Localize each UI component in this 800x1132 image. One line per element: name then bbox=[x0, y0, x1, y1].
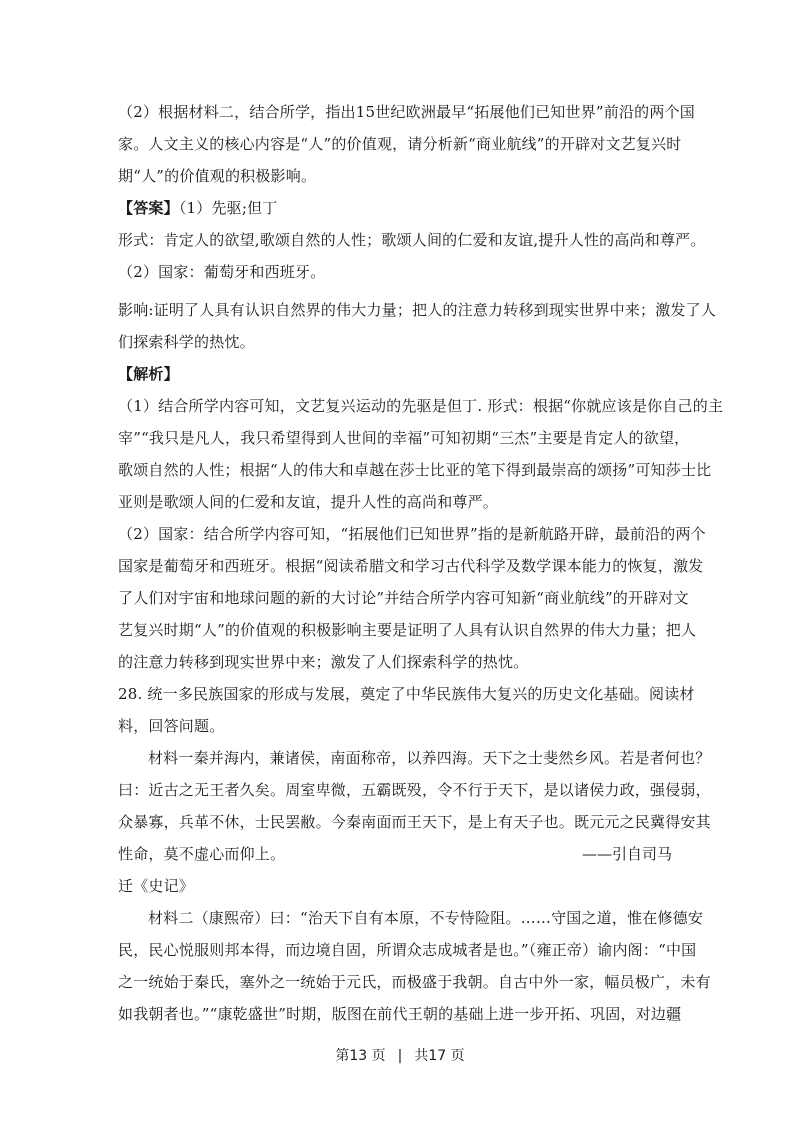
question-28-line-1: 28. 统一多民族国家的形成与发展，奠定了中华民族伟大复兴的历史文化基础。阅读材 bbox=[118, 685, 695, 703]
analysis-label: 【解析】 bbox=[118, 365, 179, 383]
material-2-line-4: 如我朝者也。”“康乾盛世”时期，版图在前代王朝的基础上进一步开拓、巩固，对边疆 bbox=[118, 1005, 682, 1023]
analysis-p1-line-3: 歌颂自然的人性；根据“人的伟大和卓越在莎士比亚的笔下得到最崇高的颂扬”可知莎士比 bbox=[118, 461, 712, 479]
analysis-p2-line-4: 艺复兴时期“人”的价值观的积极影响主要是证明了人具有认识自然界的伟大力量；把人 bbox=[118, 621, 697, 639]
answer-part-1: （1）先驱;但丁 bbox=[178, 199, 278, 217]
analysis-p1-line-4: 亚则是歌颂人间的仁爱和友谊，提升人性的高尚和尊严。 bbox=[118, 493, 499, 511]
analysis-p1-line-1: （1）结合所学内容可知，文艺复兴运动的先驱是但丁. 形式：根据“你就应该是你自己的主 bbox=[118, 397, 724, 415]
material-2-line-2: 民，民心悦服则邦本得，而边境自固，所谓众志成城者是也。”（雍正帝）谕内阁：“中国 bbox=[118, 941, 697, 959]
analysis-p1-line-2: 宰”“我只是凡人，我只希望得到人世间的幸福”可知初期“三杰”主要是肯定人的欲望， bbox=[118, 429, 690, 447]
analysis-p2-line-3: 了人们对宇宙和地球问题的新的大讨论”并结合所学内容可知新“商业航线”的开辟对文 bbox=[118, 589, 689, 607]
material-2-line-1: 材料二（康熙帝）曰：“治天下自有本原，不专恃险阻。……守国之道，惟在修德安 bbox=[148, 909, 704, 927]
material-1-attribution: ——引自司马 bbox=[581, 845, 672, 863]
material-1-line-1: 材料一秦并海内，兼诸侯，南面称帝，以养四海。天下之士斐然乡风。若是者何也？ bbox=[148, 749, 711, 767]
answer-influence-line-1: 影响:证明了人具有认识自然界的伟大力量；把人的注意力转移到现实世界中来；激发了人 bbox=[118, 301, 717, 319]
material-1-line-4: 性命，莫不虚心而仰上。 bbox=[118, 845, 286, 863]
question-2-line-3: 期“人”的价值观的积极影响。 bbox=[118, 167, 317, 185]
material-1-attribution-cont: 迁《史记》 bbox=[118, 877, 195, 895]
analysis-p2-line-2: 国家是葡萄牙和西班牙。根据“阅读希腊文和学习古代科学及数学课本能力的恢复，激发 bbox=[118, 557, 704, 575]
question-2-line-2: 家。人文主义的核心内容是“人”的价值观，请分析新“商业航线”的开辟对文艺复兴时 bbox=[118, 135, 682, 153]
material-2-line-3: 之一统始于秦氏，塞外之一统始于元氏，而极盛于我朝。自古中外一家，幅员极广，未有 bbox=[118, 973, 711, 991]
material-1-line-2: 曰：近古之无王者久矣。周室卑微，五霸既殁，令不行于天下，是以诸侯力政，强侵弱， bbox=[118, 781, 711, 799]
page-footer bbox=[0, 1047, 800, 1065]
answer-line bbox=[118, 198, 278, 218]
analysis-p2-line-5: 的注意力转移到现实世界中来；激发了人们探索科学的热忱。 bbox=[118, 653, 529, 671]
material-1-line-3: 众暴寡，兵革不休，士民罢敝。今秦南面而王天下，是上有天子也。既元元之民冀得安其 bbox=[118, 813, 711, 831]
answer-part-2: （2）国家：葡萄牙和西班牙。 bbox=[118, 263, 326, 281]
answer-influence-line-2: 们探索科学的热忱。 bbox=[118, 333, 255, 351]
analysis-p2-line-1: （2）国家：结合所学内容可知，“拓展他们已知世界”指的是新航路开辟，最前沿的两个 bbox=[118, 525, 706, 543]
footer-separator: | bbox=[397, 1048, 403, 1064]
page-number: 第13 页 bbox=[335, 1048, 386, 1064]
page-total: 共17 页 bbox=[414, 1048, 465, 1064]
question-2-line-1: （2）根据材料二，结合所学，指出15世纪欧洲最早“拓展他们已知世界”前沿的两个国 bbox=[118, 103, 695, 121]
question-28-line-2: 料，回答问题。 bbox=[118, 717, 225, 735]
answer-form: 形式：肯定人的欲望,歌颂自然的人性；歌颂人间的仁爱和友谊,提升人性的高尚和尊严。 bbox=[118, 231, 706, 249]
answer-label: 【答案】 bbox=[118, 199, 179, 217]
